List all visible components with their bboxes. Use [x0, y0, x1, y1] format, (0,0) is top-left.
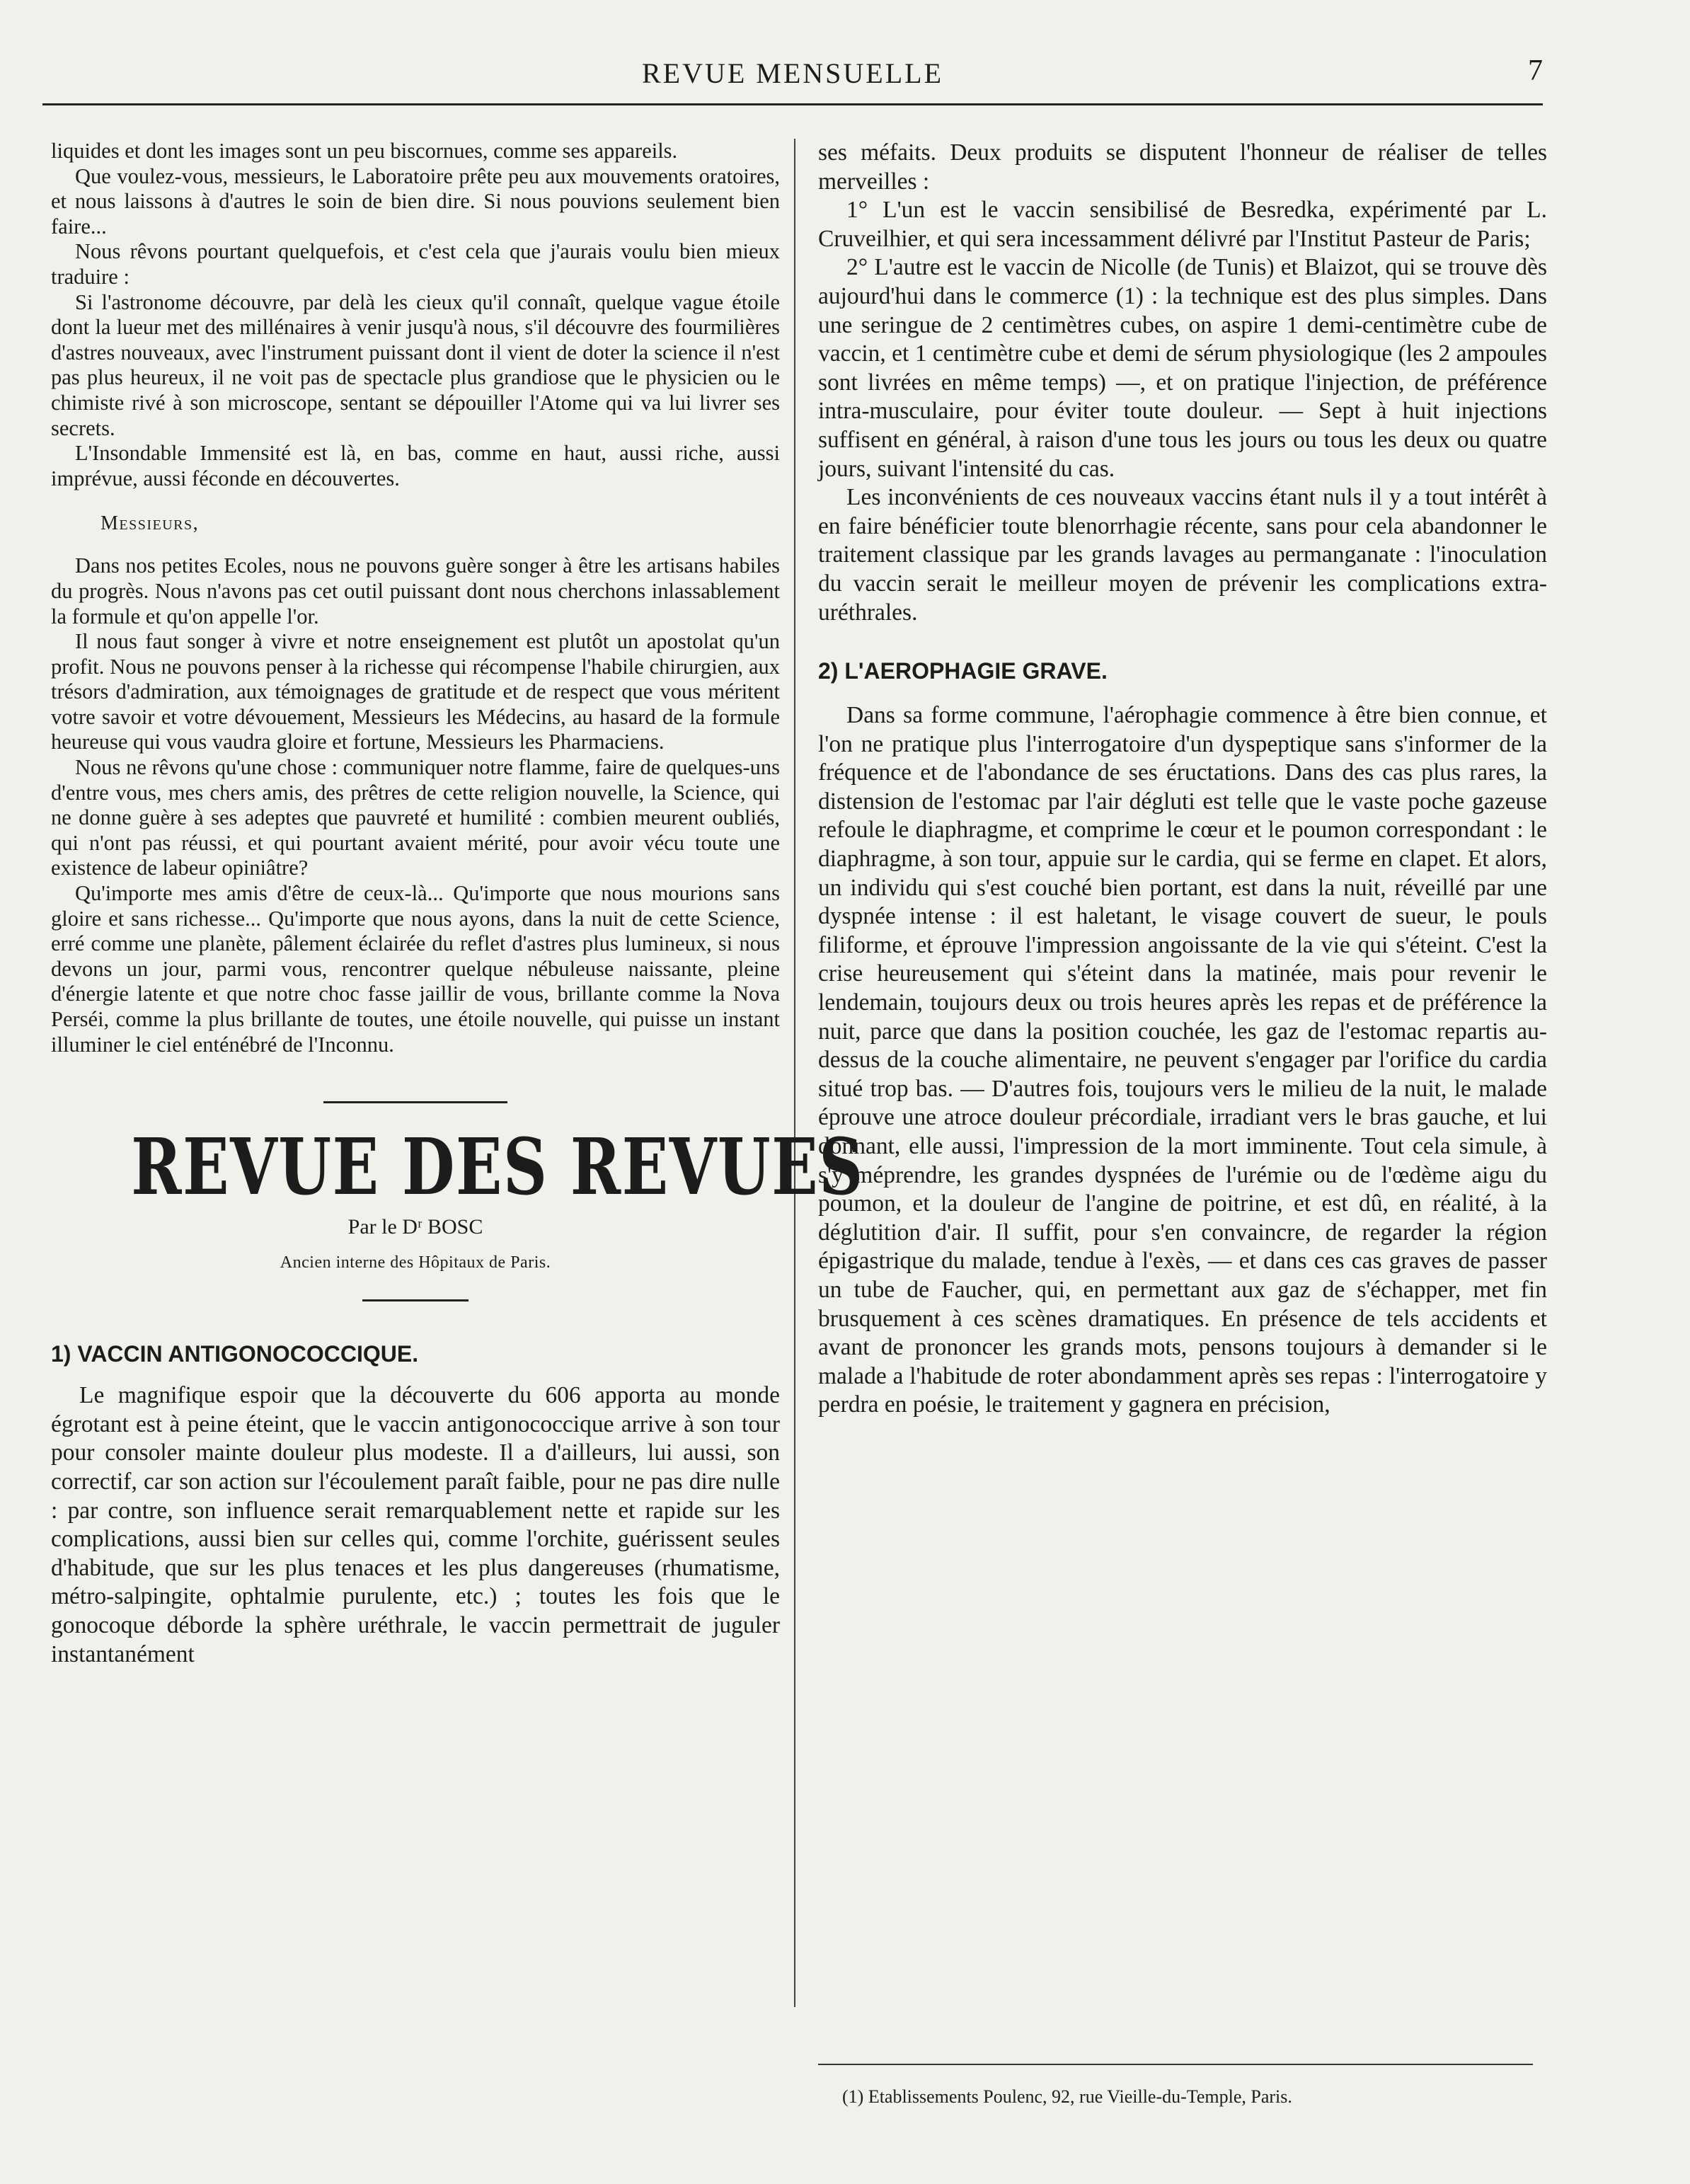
paragraph: ses méfaits. Deux produits se disputent l'honneur de réaliser de telles merveilles : [818, 139, 1547, 195]
paragraph: Que voulez-vous, messieurs, le Laboratoire prête peu aux mouvements oratoires, et nous laissons à d'autres le soin de bien dire. Si nous pouvions seulement bien faire... [51, 163, 780, 238]
paragraph: Nous ne rêvons qu'une chose : communiquer notre flamme, faire de quelques-uns d'entre vous, mes chers amis, des prêtres de cette religion nouvelle, la Science, qui ne donne guère à ses adeptes que pauvreté et humilité : combien meurent oubliés, qui n'ont pas réussi, et qui pourtant avaient mérité, pour avoir vécu toute une existence de labeur opiniâtre? [51, 755, 780, 880]
article-vaccin-body [51, 1381, 780, 1669]
speech-body [51, 553, 780, 1057]
paragraph: Il nous faut songer à vivre et notre enseignement est plutôt un apostolat qu'un profit. Nous ne pouvons penser à la richesse qui récompense l'habile chirurgien, aux trésors d'admiration, aux témoignages de gratitude et de respect que vous méritent votre savoir et votre dévouement, Messieurs les Médecins, au hasard de la formule heureuse qui vous vaudra gloire et fortune, Messieurs les Pharmaciens. [51, 629, 780, 754]
byline-affiliation: Ancien interne des Hôpitaux de Paris. [280, 1253, 551, 1272]
section-title: REVUE DES REVUES [131, 1121, 864, 1213]
right-column [818, 139, 1547, 1420]
paragraph: Dans sa forme commune, l'aérophagie commence à être bien connue, et l'on ne pratique plus l'interrogatoire d'un dyspeptique sans s'informer de la fréquence et de l'abondance de ses éructations. Dans des cas plus rares, la distension de l'estomac par l'air dégluti est telle que le vaste poche gazeuse refoule le diaphragme, et comprime le cœur et le poumon correspondant : le diaphragme, à son tour, appuie sur le cardia, qui se ferme en clapet. Et alors, un individu qui s'est couché bien portant, est dans la nuit, réveillé par une dyspnée intense : il est haletant, le visage couvert de sueur, le pouls filiforme, et éprouve l'impression angoissante de la vie qui s'éteint. C'est la crise heureusement qui s'éteint dans la matinée, mais pour revenir le lendemain, toujours deux ou trois heures après les repas et de préférence la nuit, parce que dans la position couchée, les gaz de l'estomac repartis au-dessus de la couche alimentaire, ne peuvent s'engager par l'orifice du cardia situé trop bas. — D'autres fois, toujours vers le milieu de la nuit, le malade éprouve une atroce douleur précordiale, irradiant vers le bras gauche, et lui donnant, elle aussi, l'impression de la mort imminente. Tout cela simule, à s'y méprendre, les grandes dyspnées de l'urémie ou de l'œdème aigu du poumon, et la douleur de l'angine de poitrine, et est dû, en réalité, à la déglutition d'air. Il suffit, pour s'en convaincre, de regarder la région épigastrique du malade, tendue à l'exès, — et dans ces cas graves de passer un tube de Faucher, qui, en permettant aux gaz de s'échapper, met fin brusquement à ces scènes dramatiques. En présence de tels accidents et avant de prononcer les grands mots, pensons toujours à demander si le malade a l'habitude de roter abondamment après ses repas : l'interrogatoire y perdra en poésie, le traitement y gagnera en précision, [818, 702, 1547, 1418]
running-head [42, 52, 1543, 95]
article-vaccin-continued [818, 139, 1547, 627]
list-item: 2° L'autre est le vaccin de Nicolle (de Tunis) et Blaizot, qui se trouve dès aujourd'hui dans le commerce (1) : la technique est des plus simples. Dans une seringue de 2 centimètres cubes, on aspire 1 demi-centimètre cube de vaccin, et 1 centimètre cube et demi de sérum physiologique (les 2 ampoules sont livrées en même temps) —, et on pratique l'injection, de préférence intra-musculaire, pour éviter toute douleur. — Sept à huit injections suffisent en général, à raison d'une tous les jours ou tous les deux ou quatre jours, suivant l'intensité du cas. [818, 254, 1547, 482]
column-divider [794, 139, 795, 2007]
salutation: Messieurs, [100, 512, 200, 535]
article-aerophagie-body [818, 701, 1547, 1420]
running-title: REVUE MENSUELLE [641, 57, 944, 89]
paragraph: L'Insondable Immensité est là, en bas, comme en haut, aussi riche, aussi imprévue, aussi féconde en découvertes. [51, 441, 780, 490]
article-heading-aerophagie: 2) L'AEROPHAGIE GRAVE. [818, 658, 1108, 684]
paragraph: Dans nos petites Ecoles, nous ne pouvons guère songer à être les artisans habiles du progrès. Nous n'avons pas cet outil puissant dont nous cherchons inlassablement la formule et qu'on appelle l'or. [51, 553, 780, 628]
footnote: (1) Etablissements Poulenc, 92, rue Vieille-du-Temple, Paris. [842, 2086, 1292, 2107]
paragraph: Si l'astronome découvre, par delà les cieux qu'il connaît, quelque vague étoile dont la lueur met des millénaires à venir jusqu'à nous, s'il découvre des fourmilières d'astres nouveaux, avec l'instrument puissant dont il vient de doter la science il n'est pas plus heureux, il ne voit pas de spectacle plus grandiose que le physicien ou le chimiste rivé à son microscope, sentant se dépouiller l'Atome qui va lui livrer ses secrets. [51, 289, 780, 440]
byline: Par le Dʳ BOSC [347, 1215, 483, 1239]
page-number: 7 [1528, 54, 1543, 87]
header-rule [42, 103, 1543, 105]
paragraph: Nous rêvons pourtant quelquefois, et c'est cela que j'aurais voulu bien mieux traduire : [51, 239, 780, 289]
left-column [51, 139, 864, 1669]
paragraph: Les inconvénients de ces nouveaux vaccins étant nuls il y a tout intérêt à en faire bénéficier toute blenorrhagie récente, sans pour cela abandonner le traitement classique par les grands lavages au permanganate : l'inoculation du vaccin serait le meilleur moyen de prévenir les complications extra-uréthrales. [818, 484, 1547, 626]
list-item: 1° L'un est le vaccin sensibilisé de Besredka, expérimenté par L. Cruveilhier, et qui sera incessamment délivré par l'Institut Pasteur de Paris; [818, 197, 1547, 252]
article-heading-vaccin: 1) VACCIN ANTIGONOCOCCIQUE. [51, 1341, 419, 1367]
paragraph: Le magnifique espoir que la découverte du 606 apporta au monde égrotant est à peine éteint, que le vaccin antigonococcique arrive à son tour pour consoler mainte douleur plus modeste. Il a d'ailleurs, lui aussi, son correctif, car son action sur l'écoulement paraît faible, pour ne pas dire nulle : par contre, son influence serait remarquablement nette et rapide sur les complications, aussi bien sur celles qui, comme l'orchite, guérissent seules d'habitude, que sur les plus tenaces et les plus dangereuses (rhumatisme, métro-salpingite, ophtalmie purulente, etc.) ; toutes les fois que le gonocoque déborde la sphère uréthrale, le vaccin permettrait de juguler instantanément [51, 1382, 780, 1667]
paragraph: Qu'importe mes amis d'être de ceux-là... Qu'importe que nous mourions sans gloire et sans richesse... Qu'importe que nous ayons, dans la nuit de cette Science, erré comme une planète, pâlement éclairée du reflet d'astres plus lumineux, si nous devons un jour, parmi vous, rencontrer quelque nébuleuse naissante, pleine d'énergie latente et que notre choc fasse jaillir de vous, brillante comme la Nova Perséi, comme la plus brillante de toutes, une étoile nouvelle, qui puisse un instant illuminer le ciel enténébré de l'Inconnu. [51, 881, 780, 1057]
speech-intro [51, 139, 780, 491]
paragraph: liquides et dont les images sont un peu biscornues, comme ses appareils. [51, 139, 678, 163]
footnote-rule [818, 2064, 1533, 2065]
